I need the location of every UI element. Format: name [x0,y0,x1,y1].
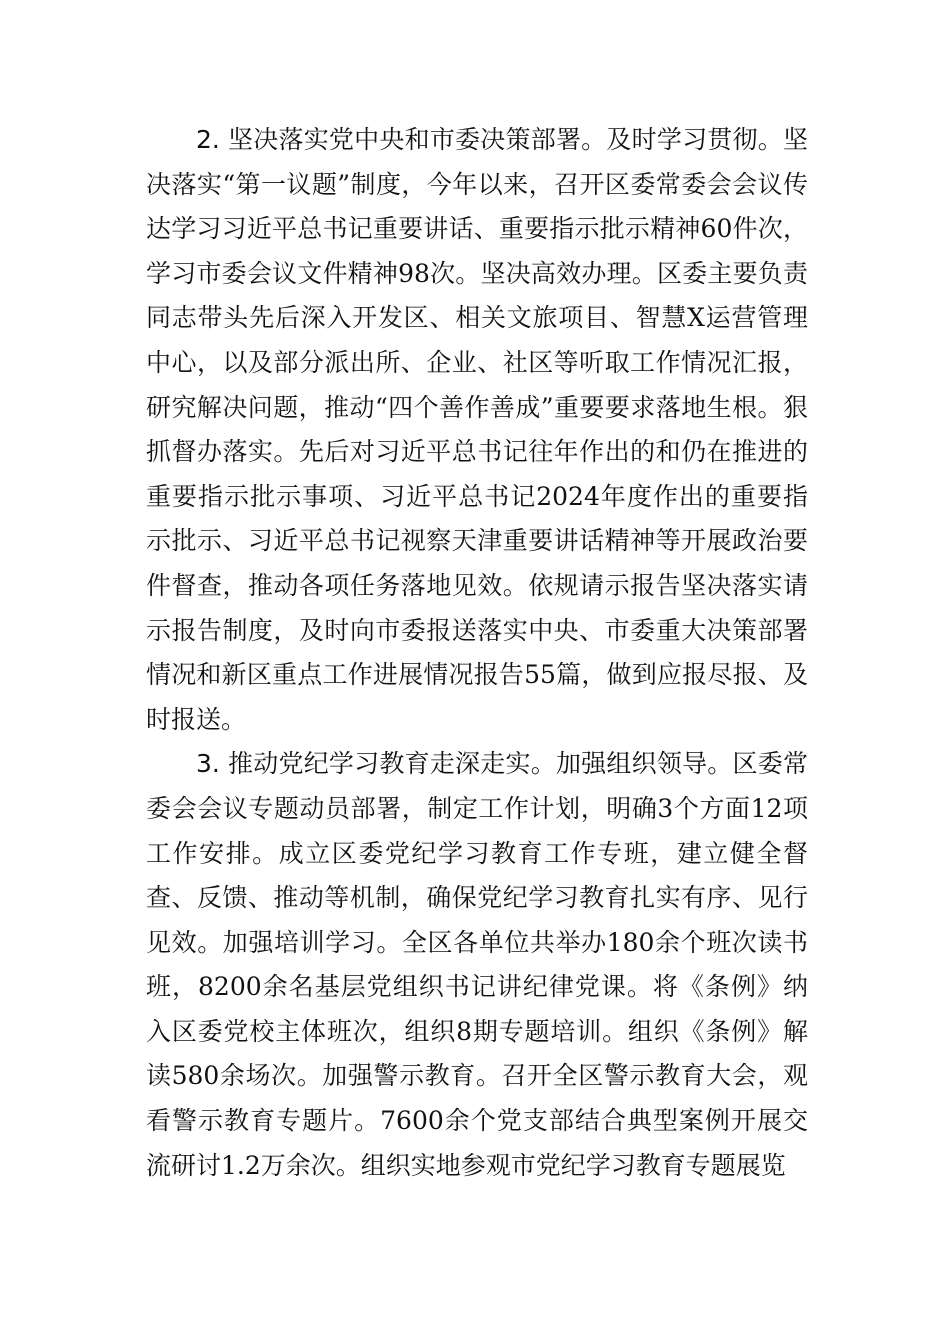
paragraph-2-text: 及时学习贯彻。坚决落实“第一议题”制度，今年以来，召开区委常委会会议传达学习习近平总书记重要讲话、重要指示批示精神60件次，学习市委会议文件精神98次。坚决高效办理。区委主要负责同志带头先后深入开发区、相关文旅项目、智慧X运营管理中心，以及部分派出所、企业、社区等听取工作情况汇报，研究解决问题，推动“四个善作善成”重要要求落地生根。狠抓督办落实。先后对习近平总书记往年作出的和仍在推进的重要指示批示事项、习近平总书记2024年度作出的重要指示批示、习近平总书记视察天津重要讲话精神等开展政治要件督查，推动各项任务落地见效。依规请示报告坚决落实请示报告制度，及时向市委报送落实中央、市委重大决策部署情况和新区重点工作进展情况报告55篇，做到应报尽报、及时报送。 [146,125,808,734]
document-body [146,118,808,1188]
paragraph-3-text: 加强组织领导。区委常委会会议专题动员部署，制定工作计划，明确3个方面12项工作安排。成立区委党纪学习教育工作专班，建立健全督查、反馈、推动等机制，确保党纪学习教育扎实有序、见行见效。加强培训学习。全区各单位共举办180余个班次读书班，8200余名基层党组织书记讲纪律党课。将《条例》纳入区委党校主体班次，组织8期专题培训。组织《条例》解读580余场次。加强警示教育。召开全区警示教育大会，观看警示教育专题片。7600余个党支部结合典型案例开展交流研讨1.2万余次。组织实地参观市党纪学习教育专题展览 [146,749,808,1180]
paragraph-2-heading: 2. 坚决落实党中央和市委决策部署。 [196,125,607,154]
paragraph-3-heading: 3. 推动党纪学习教育走深走实。 [196,749,556,779]
paragraph-3 [146,742,808,1188]
paragraph-2 [146,118,808,742]
